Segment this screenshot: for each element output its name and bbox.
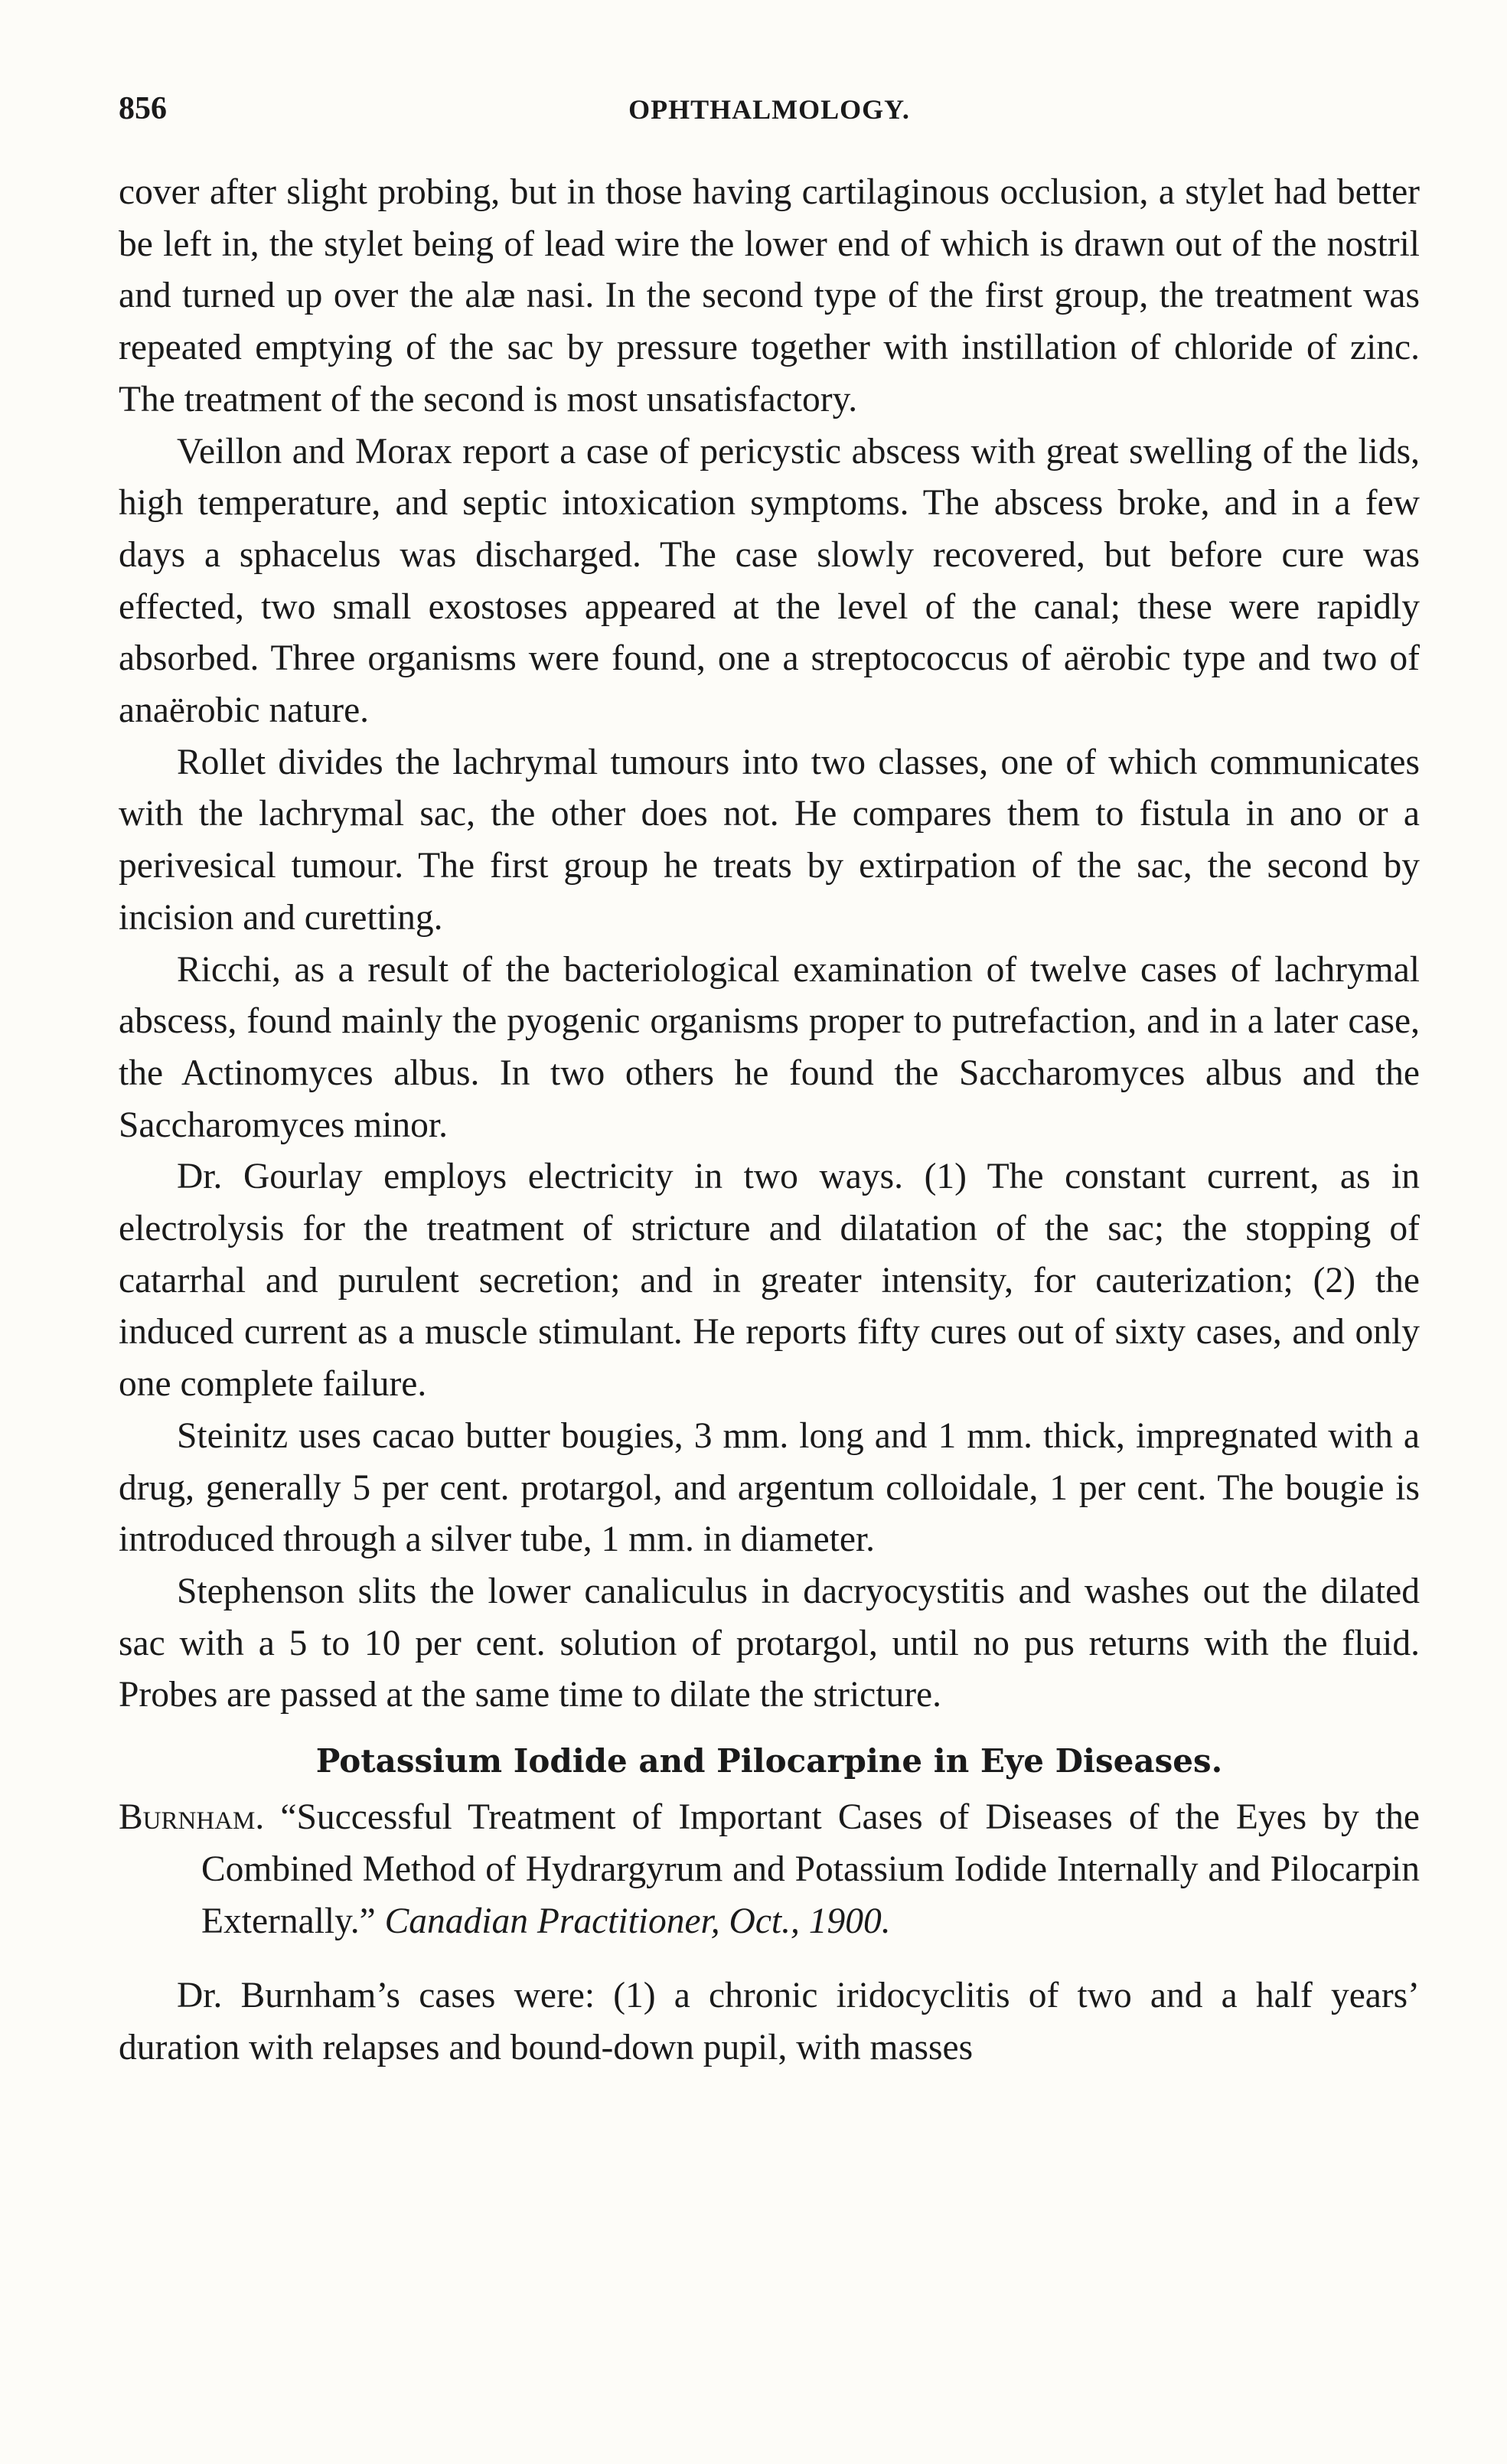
- body-paragraph: Steinitz uses cacao butter bougies, 3 mm. long and 1 mm. thick, impregnated with a drug, generally 5 per cent. protargol, and argentum colloidale, 1 per cent. The bougie is introduced through a silver tube, 1 mm. in diameter.: [119, 1415, 1420, 1560]
- body-paragraph: Dr. Gourlay employs electricity in two ways. (1) The constant current, as in electrolysis for the treatment of stricture and dilatation of the sac; the stopping of catarrhal and purulent secretion; and in greater intensity, for cauterization; (2) the induced current as a muscle stimulant. He reports fifty cures out of sixty cases, and only one complete failure.: [119, 1157, 1420, 1405]
- body-paragraph: Dr. Burnham’s cases were: (1) a chronic iridocyclitis of two and a half years’ duration with relapses and bound-down pupil, with masses: [119, 1976, 1420, 2067]
- page-number: 856: [119, 91, 167, 126]
- spacer: [119, 1947, 1420, 1970]
- body-paragraph: Rollet divides the lachrymal tumours into two classes, one of which communicates with the lachrymal sac, the other does not. He compares them to fistula in ano or a perivesical tumour. The first group he treats by extirpation of the sac, the second by incision and curetting.: [119, 742, 1420, 938]
- citation-title: “Successful Treatment of Important Cases of Diseases of the Eyes by the Combined Method of Hydrargyrum and Potassium Iodide Internally and Pilocarpin Externally.”: [201, 1797, 1421, 1941]
- page-body: [119, 167, 1420, 2074]
- page-header: [119, 90, 1420, 144]
- body-paragraph: Stephenson slits the lower canaliculus in dacryocystitis and washes out the dilated sac with a 5 to 10 per cent. solution of protargol, until no pus returns with the fluid. Probes are passed at the same time to dilate the stricture.: [119, 1571, 1420, 1715]
- body-paragraph: Veillon and Morax report a case of pericystic abscess with great swelling of the lids, high temperature, and septic intoxication symptoms. The abscess broke, and in a few days a sphacelus was discharged. The case slowly recovered, but before cure was effected, two small exostoses appeared at the level of the canal; these were rapidly absorbed. Three organisms were found, one a streptococcus of aërobic type and two of anaërobic nature.: [119, 431, 1420, 731]
- section-heading: Potassium Iodide and Pilocarpine in Eye Diseases.: [315, 1742, 1223, 1780]
- document-page: [119, 90, 1420, 2074]
- citation-journal: Canadian Practitioner, Oct., 1900.: [384, 1901, 891, 1941]
- body-paragraph: cover after slight probing, but in those having cartilaginous occlusion, a stylet had better be left in, the stylet being of lead wire the lower end of which is drawn out of the nostril and turned up over the alæ nasi. In the second type of the first group, the treatment was repeated emptying of the sac by pressure together with instillation of chloride of zinc. The treatment of the second is most unsatisfactory.: [119, 172, 1420, 419]
- citation-author: Burnham.: [119, 1797, 265, 1838]
- running-title: OPHTHALMOLOGY.: [628, 94, 910, 125]
- citation: [119, 1792, 1420, 1947]
- body-paragraph: Ricchi, as a result of the bacteriological examination of twelve cases of lachrymal abscess, found mainly the pyogenic organisms proper to putrefaction, and in a later case, the Actinomyces albus. In two others he found the Saccharomyces albus and the Saccharomyces minor.: [119, 949, 1420, 1145]
